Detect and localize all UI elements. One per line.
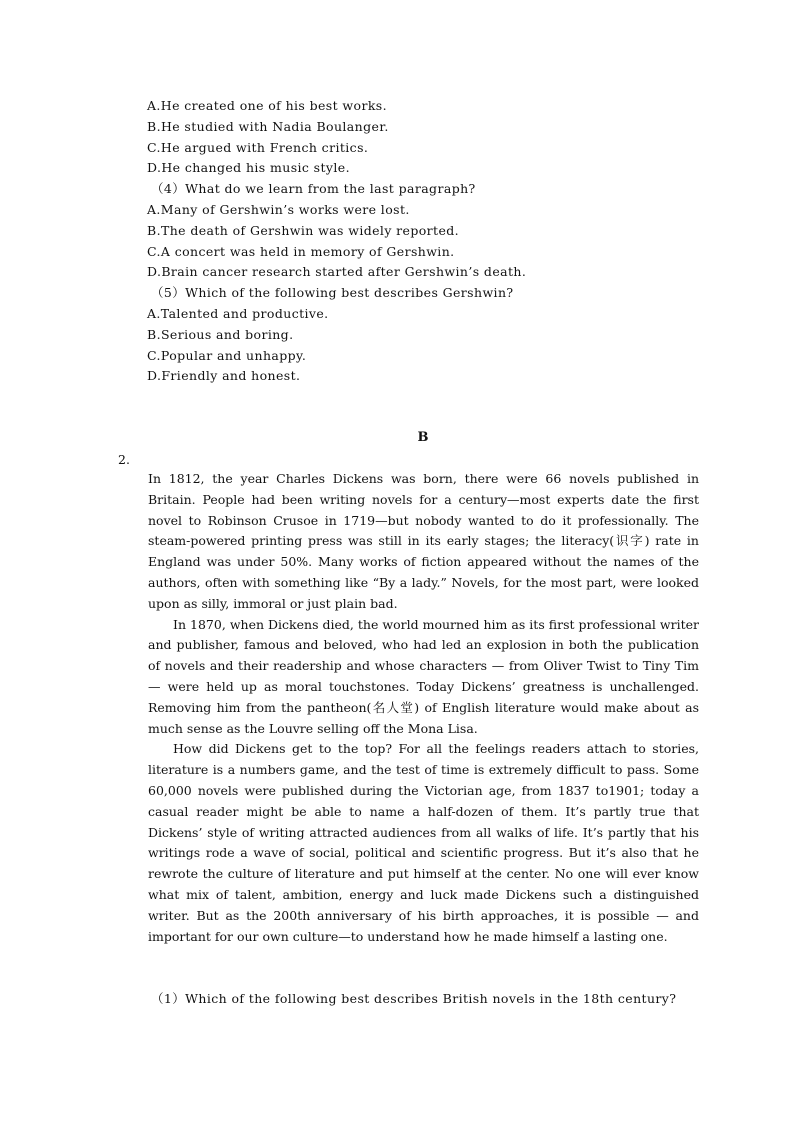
- option-c-q3: C.He argued with French critics.: [147, 139, 369, 155]
- option-d-q4: D.Brain cancer research started after Gershwin’s death.: [147, 264, 527, 280]
- option-b-q5: B.Serious and boring.: [147, 326, 294, 342]
- answer-options-block: [147, 96, 707, 387]
- option-a-q4: A.Many of Gershwin’s works were lost.: [147, 201, 410, 217]
- option-d-q3: D.He changed his music style.: [147, 160, 350, 176]
- passage-paragraph: How did Dickens get to the top? For all the feelings readers attach to stories, literature is a numbers game, and the test of time is extremely difficult to pass. Some 60,000 novels were published during the Victorian age, from 1837 to1901; today a casual reader might be able to name a half-dozen of them. It’s partly true that Dickens’ style of writing attracted audiences from all walks of life. It’s partly that his writings rode a wave of social, political and scientific progress. But it’s also that he rewrote the culture of literature and put himself at the center. No one will ever know what mix of talent, ambition, energy and luck made Dickens such a distinguished writer. But as the 200th anniversary of his birth approaches, it is possible — and important for our own culture—to understand how he made himself a lasting one.: [148, 741, 699, 944]
- option-b-q3: B.He studied with Nadia Boulanger.: [147, 118, 389, 134]
- option-c-q5: C.Popular and unhappy.: [147, 347, 307, 363]
- option-d-q5: D.Friendly and honest.: [147, 368, 301, 384]
- question-4-stem: （4）What do we learn from the last paragraph?: [151, 181, 476, 197]
- passage-paragraph: In 1870, when Dickens died, the world mourned him as its first professional writer and publisher, famous and beloved, who had led an explosion in both the publication of novels and their readership and whose characters — from Oliver Twist to Tiny Tim— were held up as moral touchstones. Today Dickens’ greatness is unchallenged. Removing him from the pantheon(名人堂) of English literature would make about as much sense as the Louvre selling off the Mona Lisa.: [148, 616, 699, 736]
- question-number: 2.: [118, 452, 130, 467]
- option-a-q3: A.He created one of his best works.: [147, 98, 387, 113]
- section-heading: B: [417, 430, 429, 445]
- option-b-q4: B.The death of Gershwin was widely reported.: [147, 222, 460, 238]
- option-c-q4: C.A concert was held in memory of Gershwin.: [147, 243, 455, 259]
- option-a-q5: A.Talented and productive.: [147, 305, 329, 321]
- passage-paragraph: In 1812, the year Charles Dickens was born, there were 66 novels published in Britain. People had been writing novels for a century—most experts date the first novel to Robinson Crusoe in 1719—but nobody wanted to do it professionally. The steam-powered printing press was still in its early stages; the literacy(识字) rate in England was under 50%. Many works of fiction appeared without the names of the authors, often with something like “By a lady.” Novels, for the most part, were looked upon as silly, immoral or just plain bad.: [148, 471, 699, 611]
- question-5-stem: （5）Which of the following best describes Gershwin?: [151, 285, 514, 301]
- reading-passage: [148, 469, 699, 947]
- question-1-stem: （1）Which of the following best describes British novels in the 18th century?: [151, 991, 677, 1006]
